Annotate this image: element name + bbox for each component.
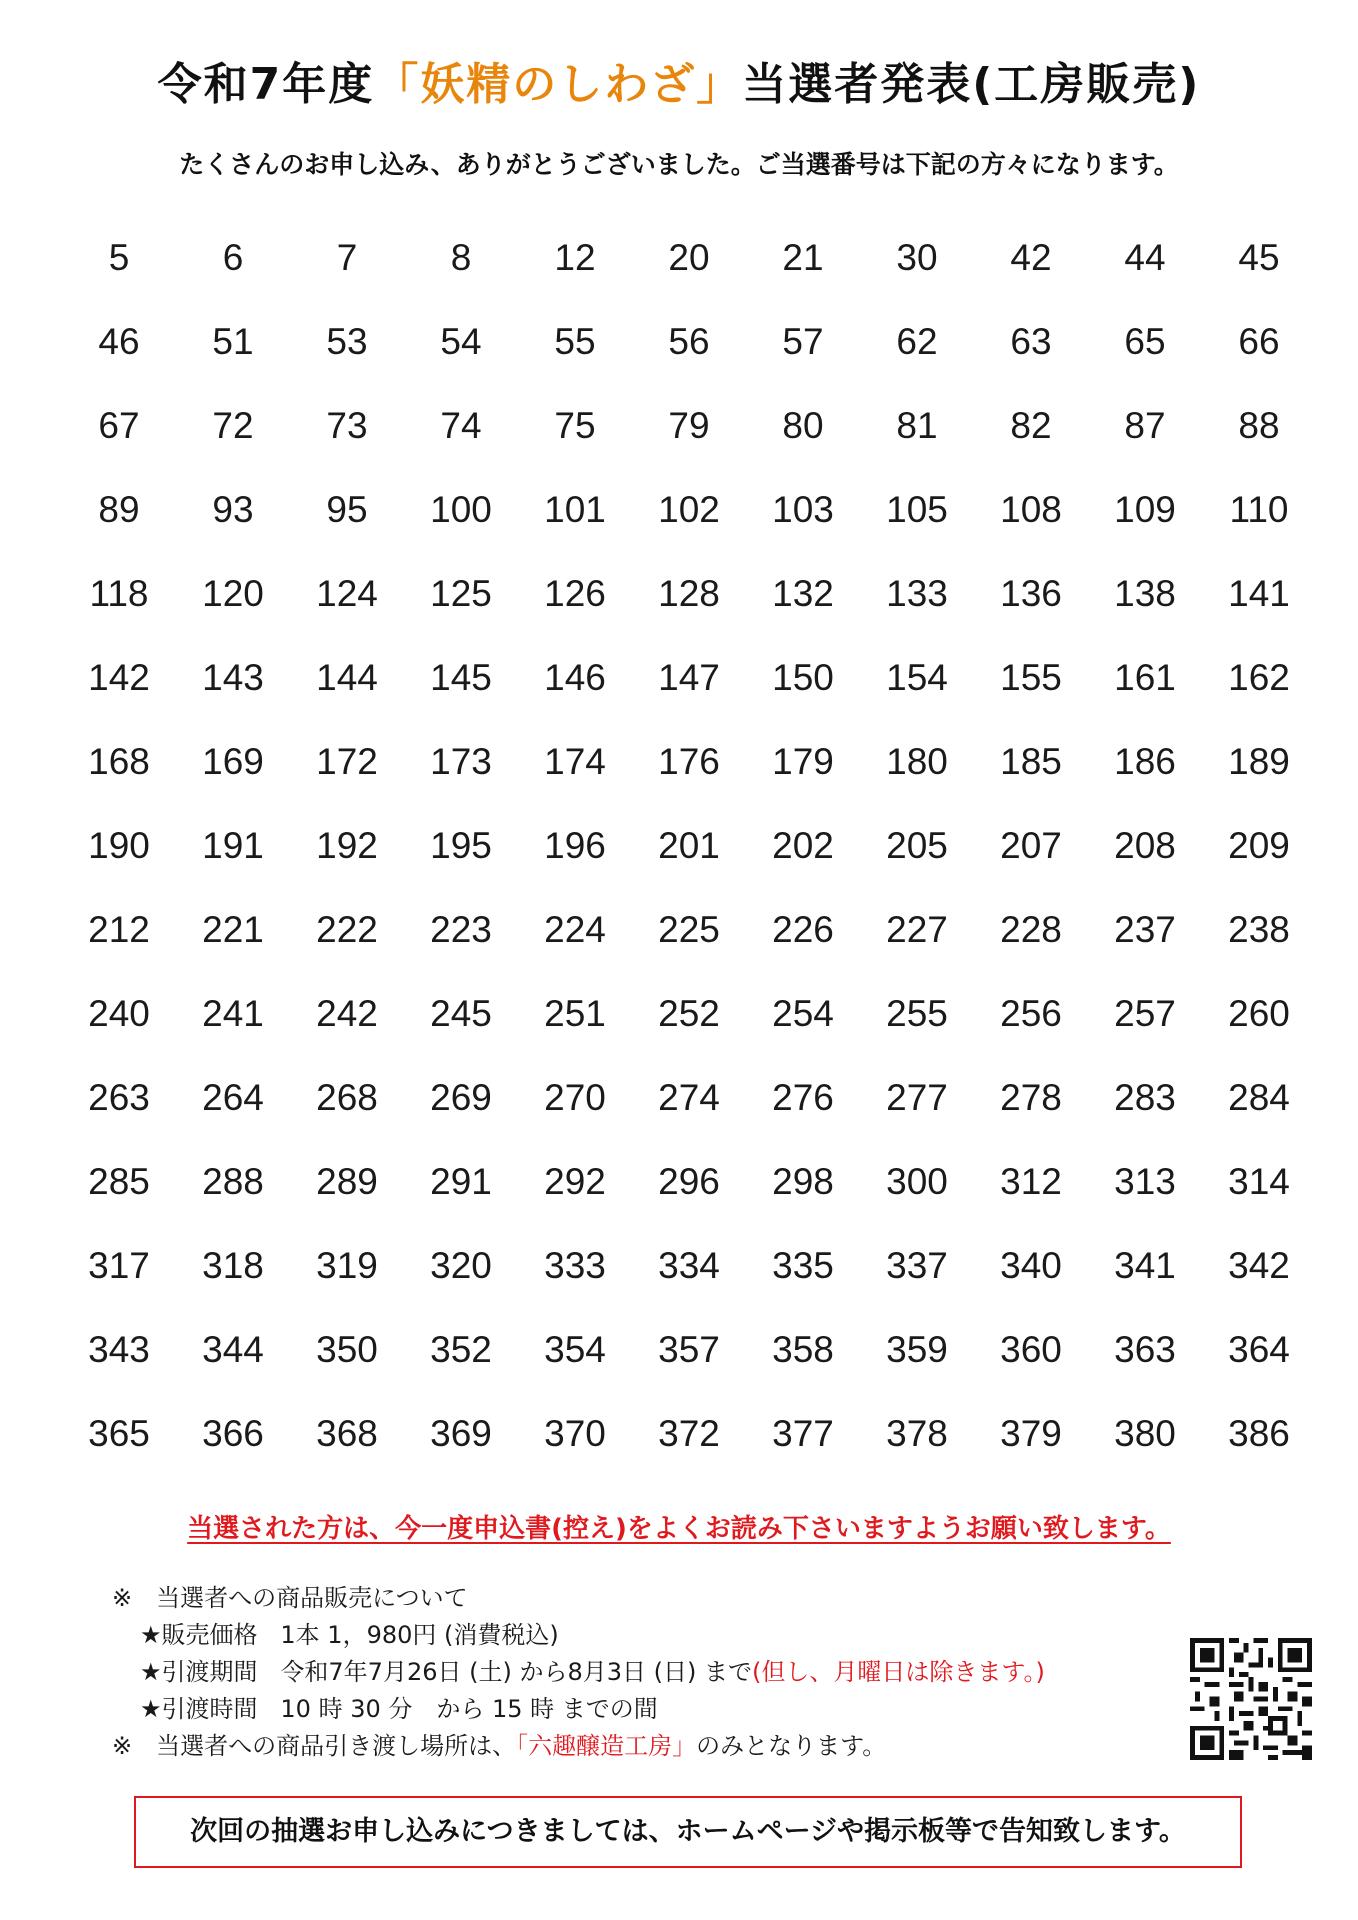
winning-number: 102 [658,489,720,530]
winning-number: 125 [430,573,492,614]
winning-number: 74 [440,405,482,446]
winning-number: 364 [1228,1329,1290,1370]
winning-number: 63 [1010,321,1052,362]
sales-info [112,1580,1045,1765]
winning-number: 51 [212,321,254,362]
winning-number: 172 [316,741,378,782]
time-value: 10 時 30 分 から 15 時 までの間 [280,1695,658,1723]
winning-number: 369 [430,1413,492,1454]
winning-number: 20 [668,237,710,278]
winning-number: 44 [1124,237,1166,278]
winning-number: 359 [886,1329,948,1370]
place-suffix: のみとなります。 [696,1732,887,1760]
winning-number: 241 [202,993,264,1034]
winning-number: 225 [658,909,720,950]
winning-number: 195 [430,825,492,866]
winning-number: 7 [336,237,358,278]
winning-number: 57 [782,321,824,362]
winning-number: 212 [88,909,150,950]
winning-number: 93 [212,489,254,530]
page-title [0,48,1358,112]
winning-number: 109 [1114,489,1176,530]
winning-number: 291 [430,1161,492,1202]
period-note: (但し、月曜日は除きます。) [752,1658,1045,1686]
winning-number: 161 [1114,657,1176,698]
winning-number: 368 [316,1413,378,1454]
winning-number: 124 [316,573,378,614]
winning-number: 350 [316,1329,378,1370]
period-label: ★引渡期間 [140,1658,258,1686]
winning-number: 95 [326,489,368,530]
winning-number: 207 [1000,825,1062,866]
winning-number: 228 [1000,909,1062,950]
winning-number: 242 [316,993,378,1034]
winning-number: 30 [896,237,938,278]
winning-number: 283 [1114,1077,1176,1118]
winning-number: 136 [1000,573,1062,614]
winning-number: 8 [450,237,472,278]
winning-number: 5 [108,237,130,278]
place-prefix: ※ 当選者への商品引き渡し場所は、 [112,1732,517,1760]
subtitle: たくさんのお申し込み、ありがとうございました。ご当選番号は下記の方々になります。 [179,150,1179,179]
winning-number: 110 [1229,489,1289,530]
winning-number: 342 [1228,1245,1290,1286]
winning-number: 66 [1238,321,1280,362]
winning-number: 45 [1238,237,1280,278]
winning-number: 186 [1114,741,1176,782]
winning-number: 358 [772,1329,834,1370]
winning-number: 223 [430,909,492,950]
winning-number: 245 [430,993,492,1034]
winning-number: 377 [772,1413,834,1454]
winning-number: 88 [1238,405,1280,446]
winning-number: 221 [202,909,264,950]
winning-number: 254 [772,993,834,1034]
winning-number: 67 [98,405,140,446]
title-highlight: 「妖精のしわざ」 [374,59,743,110]
winning-number: 289 [316,1161,378,1202]
winning-number: 179 [772,741,834,782]
winning-number: 82 [1010,405,1052,446]
winning-number: 257 [1114,993,1176,1034]
winning-number: 313 [1114,1161,1176,1202]
winning-number: 46 [98,321,140,362]
winning-number: 180 [886,741,948,782]
price-value: 1本 1，980円 (消費税込) [280,1621,559,1649]
winning-number: 142 [88,657,150,698]
next-lottery-notice-box: 次回の抽選お申し込みにつきましては、ホームページや掲示板等で告知致します。 [134,1796,1242,1868]
winning-number: 150 [772,657,834,698]
winning-number: 341 [1114,1245,1176,1286]
winning-number: 143 [202,657,264,698]
time-label: ★引渡時間 [140,1695,258,1723]
winning-number: 379 [1000,1413,1062,1454]
winning-number: 366 [202,1413,264,1454]
winning-number: 144 [316,657,378,698]
winning-number: 380 [1114,1413,1176,1454]
winning-number: 191 [202,825,264,866]
winning-number: 174 [544,741,606,782]
winning-number: 196 [544,825,606,866]
winning-number: 333 [544,1245,606,1286]
winning-number: 314 [1228,1161,1290,1202]
price-label: ★販売価格 [140,1621,258,1649]
winning-number: 317 [88,1245,150,1286]
winning-number: 101 [544,489,606,530]
winning-number: 185 [1000,741,1062,782]
winning-number: 278 [1000,1077,1062,1118]
winning-number: 12 [554,237,596,278]
winning-number: 292 [544,1161,606,1202]
winning-number: 352 [430,1329,492,1370]
winning-number: 87 [1124,405,1166,446]
winning-number: 189 [1228,741,1290,782]
winning-number: 72 [212,405,254,446]
winning-number: 62 [896,321,938,362]
winning-number: 108 [1000,489,1062,530]
winning-number: 147 [658,657,720,698]
winning-number: 237 [1114,909,1176,950]
winning-number: 79 [668,405,710,446]
winning-number: 6 [222,237,244,278]
winning-number: 268 [316,1077,378,1118]
time-row [112,1691,1045,1728]
winning-number: 360 [1000,1329,1062,1370]
winning-number: 162 [1228,657,1290,698]
winning-number: 378 [886,1413,948,1454]
winning-number: 89 [98,489,140,530]
winning-number: 75 [554,405,596,446]
winning-number: 260 [1228,993,1290,1034]
winning-number: 155 [1000,657,1062,698]
winning-number: 190 [88,825,150,866]
winning-number: 146 [544,657,606,698]
winning-number: 126 [544,573,606,614]
winning-number: 365 [88,1413,150,1454]
winning-number: 176 [658,741,720,782]
winning-number: 276 [772,1077,834,1118]
winning-number: 145 [430,657,492,698]
sales-heading: ※ 当選者への商品販売について [112,1584,468,1612]
winning-number: 209 [1228,825,1290,866]
winning-number: 251 [544,993,606,1034]
winning-number: 105 [886,489,948,530]
place-row [112,1728,1045,1765]
winning-number: 138 [1114,573,1176,614]
winning-number: 334 [658,1245,720,1286]
winning-number: 81 [896,405,938,446]
winning-number: 141 [1228,573,1290,614]
price-row [112,1617,1045,1654]
title-suffix: 当選者発表(工房販売) [742,59,1201,110]
winning-number: 296 [658,1161,720,1202]
winning-number: 274 [658,1077,720,1118]
winning-number: 53 [326,321,368,362]
winning-number: 224 [544,909,606,950]
winning-number: 168 [88,741,150,782]
winning-number: 354 [544,1329,606,1370]
winning-number: 386 [1228,1413,1290,1454]
winning-number: 320 [430,1245,492,1286]
winning-number: 285 [88,1161,150,1202]
winning-number: 240 [88,993,150,1034]
winning-number: 80 [782,405,824,446]
winning-number: 205 [886,825,948,866]
winning-number: 277 [886,1077,948,1118]
winning-number: 56 [668,321,710,362]
period-row [112,1654,1045,1691]
winning-number: 21 [782,237,824,278]
winning-number: 154 [886,657,948,698]
winning-number: 318 [202,1245,264,1286]
winning-number: 319 [316,1245,378,1286]
winning-number: 100 [430,489,492,530]
winning-number: 226 [772,909,834,950]
winning-number: 363 [1114,1329,1176,1370]
winning-number: 120 [202,573,264,614]
winning-number: 343 [88,1329,150,1370]
winning-number: 54 [440,321,482,362]
winning-number: 370 [544,1413,606,1454]
winning-number: 133 [886,573,948,614]
winning-number: 118 [89,573,149,614]
winning-number: 255 [886,993,948,1034]
winning-number: 208 [1114,825,1176,866]
winning-number: 132 [772,573,834,614]
winning-number: 173 [430,741,492,782]
winning-number: 270 [544,1077,606,1118]
winning-number: 264 [202,1077,264,1118]
winning-number: 201 [658,825,720,866]
winning-number: 340 [1000,1245,1062,1286]
qr-code-icon[interactable] [1190,1638,1312,1760]
winning-number: 227 [886,909,948,950]
period-value: 令和7年7月26日 (土) から8月3日 (日) まで [280,1658,752,1686]
winning-number: 103 [772,489,834,530]
winning-number: 202 [772,825,834,866]
winning-number: 312 [1000,1161,1062,1202]
winning-number: 357 [658,1329,720,1370]
place-name: 「六趣醸造工房」 [516,1732,697,1760]
winning-number: 192 [316,825,378,866]
winning-number: 252 [658,993,720,1034]
winning-number: 344 [202,1329,264,1370]
winning-numbers-grid [62,228,1316,1488]
winning-number: 298 [772,1161,834,1202]
winning-number: 238 [1228,909,1290,950]
winning-number: 42 [1010,237,1052,278]
winning-number: 300 [886,1161,948,1202]
winning-number: 288 [202,1161,264,1202]
winning-number: 169 [202,741,264,782]
winning-number: 284 [1228,1077,1290,1118]
winning-number: 73 [326,405,368,446]
winning-number: 65 [1124,321,1166,362]
winning-number: 222 [316,909,378,950]
title-prefix: 令和7年度 [157,59,375,110]
red-notice [0,1508,1358,1545]
winning-number: 263 [88,1077,150,1118]
winning-number: 337 [886,1245,948,1286]
winning-number: 269 [430,1077,492,1118]
winning-number: 128 [658,573,720,614]
winning-number: 256 [1000,993,1062,1034]
winning-number: 335 [772,1245,834,1286]
winning-number: 55 [554,321,596,362]
red-notice-text: 当選された方は、今一度申込書(控え)をよくお読み下さいますようお願い致します。 [187,1514,1171,1544]
winning-number: 372 [658,1413,720,1454]
